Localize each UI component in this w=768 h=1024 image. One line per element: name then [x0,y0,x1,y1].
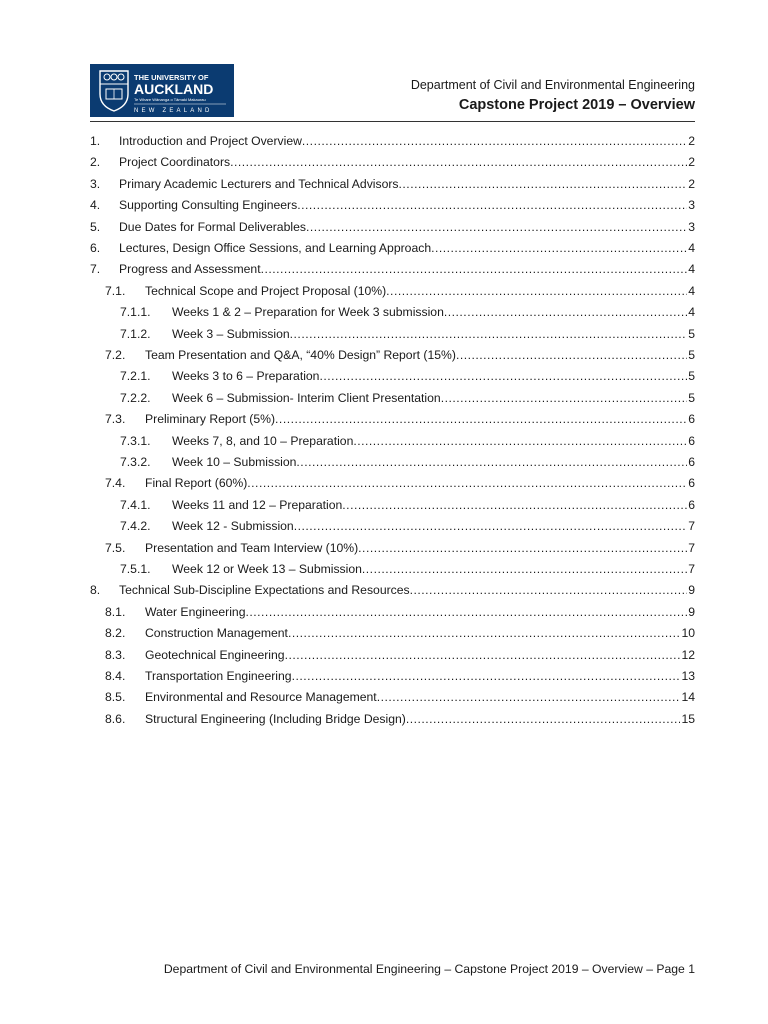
toc-entry[interactable] [0,517,768,535]
header-department: Department of Civil and Environmental Engineering [410,78,695,92]
toc-entry-number: 3. [90,176,101,191]
logo-line2: AUCKLAND [134,81,214,97]
toc-entry[interactable] [0,282,768,300]
toc-entry-title: Technical Sub-Discipline Expectations and Resources [119,583,410,598]
toc-entry-page: 3 [688,198,695,213]
university-logo [90,64,234,117]
toc-entry[interactable] [0,474,768,492]
toc-leader-dots [275,410,687,428]
toc-entry-number: 8.6. [105,711,126,726]
toc-entry-page: 14 [681,690,695,705]
toc-entry-title: Final Report (60%) [145,476,248,491]
toc-entry-number: 7.2. [105,348,126,362]
toc-entry[interactable] [0,603,768,621]
toc-entry[interactable] [0,325,768,343]
toc-entry-title: Week 6 – Submission- Interim Client Presentation [172,390,441,405]
toc-entry-title: Progress and Assessment [119,262,261,277]
toc-leader-dots [296,453,687,471]
toc-leader-dots [444,303,687,321]
toc-entry-page: 4 [688,241,695,255]
toc-entry-number: 7.1. [105,283,126,298]
toc-entry-title: Primary Academic Lecturers and Technical Advisors [119,176,399,191]
toc-entry-number: 7.2.1. [120,369,151,384]
toc-entry[interactable] [0,453,768,471]
toc-entry-title: Project Coordinators [119,155,231,170]
toc-entry-number: 7.1.1. [120,305,151,320]
toc-entry-number: 7.5. [105,540,126,555]
toc-entry-title: Geotechnical Engineering [145,647,285,662]
toc-entry-page: 7 [688,540,695,555]
toc-entry[interactable] [0,260,768,278]
toc-leader-dots [362,560,687,578]
toc-entry[interactable] [0,410,768,428]
toc-entry[interactable] [0,646,768,664]
toc-entry-title: Week 3 – Submission [172,326,290,341]
toc-entry[interactable] [0,303,768,321]
toc-entry[interactable] [0,432,768,450]
toc-entry-title: Week 12 or Week 13 – Submission [172,562,362,576]
logo-line3: Te Whare Wānanga o Tāmaki Makaurau [134,97,206,102]
toc-entry-page: 4 [688,283,695,298]
toc-leader-dots [285,646,681,664]
toc-entry-number: 7. [90,262,101,277]
toc-entry-page: 7 [688,562,695,576]
toc-leader-dots [290,325,688,343]
toc-entry[interactable] [0,132,768,150]
toc-entry[interactable] [0,153,768,171]
toc-entry-number: 2. [90,155,101,170]
toc-entry-number: 6. [90,241,101,255]
toc-entry[interactable] [0,346,768,364]
toc-entry[interactable] [0,710,768,728]
toc-entry-page: 9 [688,583,695,598]
toc-leader-dots [342,496,687,514]
toc-entry-page: 9 [688,604,695,619]
toc-entry[interactable] [0,496,768,514]
toc-entry-page: 6 [688,412,695,427]
toc-entry-number: 7.4. [105,476,126,491]
toc-leader-dots [406,710,681,728]
toc-entry[interactable] [0,560,768,578]
toc-leader-dots [441,389,688,407]
toc-entry-number: 8.2. [105,626,126,641]
toc-entry[interactable] [0,581,768,599]
toc-entry-page: 2 [688,155,695,170]
toc-entry-title: Weeks 7, 8, and 10 – Preparation [172,433,354,448]
toc-entry[interactable] [0,539,768,557]
toc-entry-page: 4 [688,305,695,320]
toc-leader-dots [399,175,688,193]
toc-leader-dots [358,539,687,557]
logo-line4: NEW ZEALAND [134,108,213,114]
logo-line1: THE UNIVERSITY OF [134,73,209,82]
toc-entry-title: Introduction and Project Overview [119,134,302,148]
toc-leader-dots [319,367,687,385]
toc-leader-dots [306,218,687,236]
toc-leader-dots [246,603,688,621]
header-title: Capstone Project 2019 – Overview [458,97,695,113]
toc-entry-number: 7.3.2. [120,455,151,469]
toc-entry-title: Lectures, Design Office Sessions, and Learning Approach [119,241,432,255]
toc-entry-page: 4 [688,262,695,277]
toc-entry-page: 5 [688,326,695,341]
toc-entry-title: Due Dates for Formal Deliverables [119,219,306,234]
toc-entry-page: 5 [688,369,695,384]
toc-entry-number: 7.4.1. [120,497,151,512]
toc-entry[interactable] [0,175,768,193]
toc-leader-dots [247,474,687,492]
toc-leader-dots [230,153,687,171]
toc-entry-number: 7.4.2. [120,519,151,534]
toc-entry-page: 12 [681,647,695,662]
toc-entry-page: 6 [688,433,695,448]
toc-leader-dots [353,432,687,450]
toc-entry-title: Water Engineering [145,604,246,619]
toc-leader-dots [410,581,688,599]
university-crest-icon [90,64,234,117]
toc-entry-title: Structural Engineering (Including Bridge Design) [145,711,406,726]
toc-entry[interactable] [0,196,768,214]
toc-entry-title: Week 10 – Submission [172,455,297,469]
toc-leader-dots [431,239,687,257]
toc-leader-dots [261,260,688,278]
toc-entry-title: Presentation and Team Interview (10%) [145,540,359,555]
toc-entry[interactable] [0,367,768,385]
toc-entry[interactable] [0,389,768,407]
page-footer: Department of Civil and Environmental Engineering – Capstone Project 2019 – Overview – Page 1 [163,962,695,976]
toc-entry-title: Team Presentation and Q&A, “40% Design” Report (15%) [145,348,456,362]
toc-entry-number: 8.5. [105,690,126,705]
toc-entry-title: Weeks 11 and 12 – Preparation [172,497,343,512]
toc-entry-number: 8.3. [105,647,126,662]
toc-entry-page: 13 [681,669,695,683]
toc-entry-title: Preliminary Report (5%) [145,412,276,427]
toc-entry-page: 6 [688,497,695,512]
toc-entry-number: 8.1. [105,604,126,619]
toc-leader-dots [288,624,680,642]
toc-entry-number: 8. [90,583,101,598]
toc-entry-page: 10 [681,626,695,641]
toc-entry[interactable] [0,624,768,642]
toc-entry-page: 6 [688,455,695,469]
toc-entry[interactable] [0,688,768,706]
toc-leader-dots [377,688,681,706]
toc-entry-number: 8.4. [105,669,126,683]
toc-entry[interactable] [0,218,768,236]
toc-entry-number: 7.3. [105,412,126,427]
toc-entry-page: 7 [688,519,695,534]
toc-leader-dots [297,196,687,214]
toc-entry-number: 1. [90,134,101,148]
toc-entry-number: 7.3.1. [120,433,151,448]
toc-entry-page: 2 [688,176,695,191]
toc-entry-title: Supporting Consulting Engineers [119,198,298,213]
toc-entry-page: 3 [688,219,695,234]
toc-entry-page: 2 [688,134,695,148]
toc-entry-title: Technical Scope and Project Proposal (10%) [145,283,387,298]
toc-entry-title: Construction Management [145,626,288,641]
toc-leader-dots [386,282,687,300]
toc-entry-number: 7.5.1. [120,562,151,576]
toc-entry-title: Environmental and Resource Management [145,690,377,705]
toc-entry-page: 15 [681,711,695,726]
toc-entry-title: Weeks 1 & 2 – Preparation for Week 3 submission [172,305,444,320]
toc-leader-dots [456,346,687,364]
toc-entry-title: Weeks 3 to 6 – Preparation [172,369,320,384]
toc-entry-number: 7.1.2. [120,326,151,341]
toc-leader-dots [302,132,687,150]
toc-entry[interactable] [0,667,768,685]
toc-entry-page: 6 [688,476,695,491]
toc-entry-number: 4. [90,198,101,213]
toc-entry-page: 5 [688,348,695,362]
toc-leader-dots [294,517,688,535]
toc-entry-number: 5. [90,219,101,234]
toc-entry-page: 5 [688,390,695,405]
header-divider [90,121,695,122]
toc-entry-title: Transportation Engineering [145,669,292,683]
toc-leader-dots [292,667,681,685]
toc-entry-number: 7.2.2. [120,390,151,405]
toc-entry-title: Week 12 - Submission [172,519,294,534]
toc-entry[interactable] [0,239,768,257]
